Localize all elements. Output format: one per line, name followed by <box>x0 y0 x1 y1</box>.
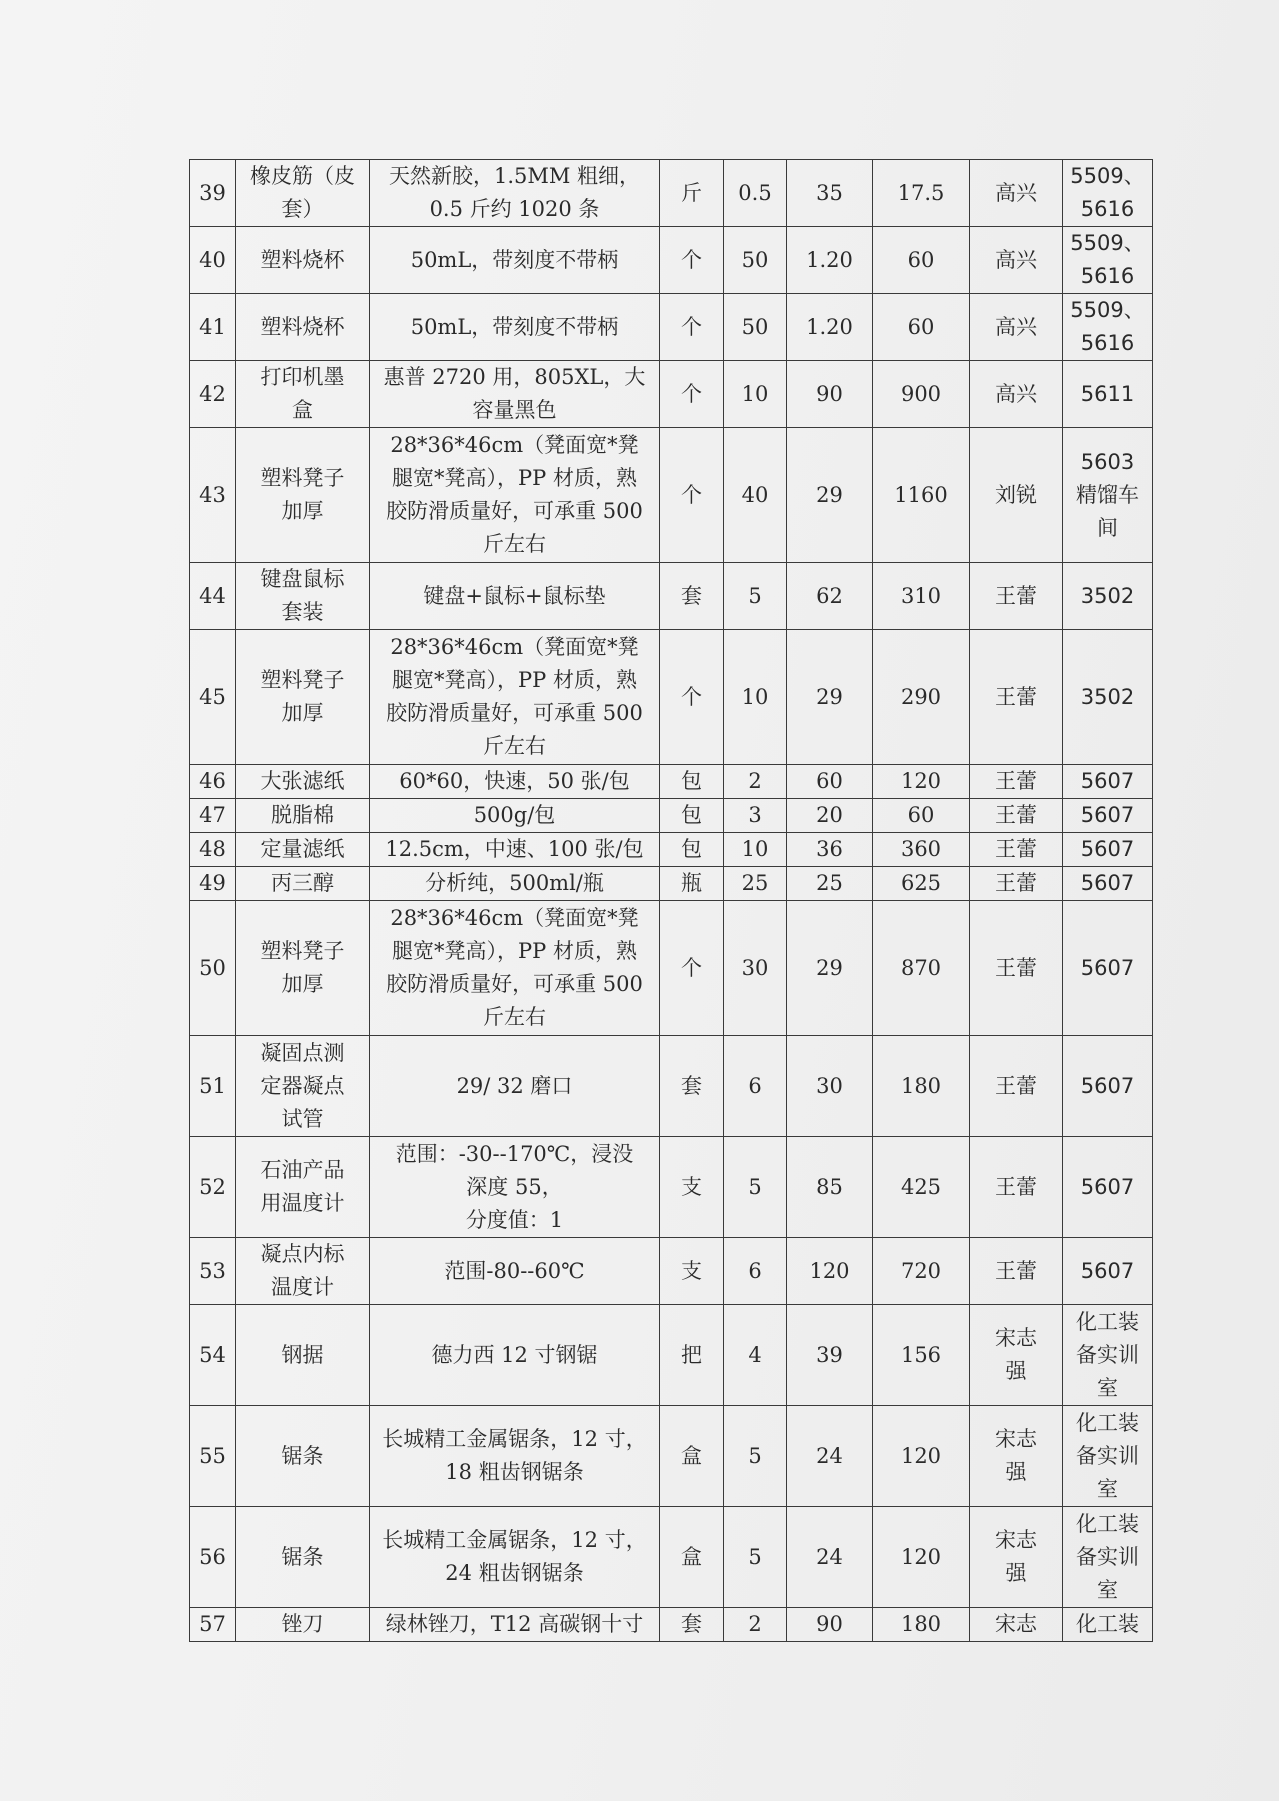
table-row <box>190 361 1153 428</box>
item-spec-cell: 范围：-30--170℃，浸没 深度 55， 分度值：1 <box>370 1137 660 1238</box>
item-requester-cell: 王蕾 <box>970 901 1063 1036</box>
item-requester-cell: 王蕾 <box>970 630 1063 765</box>
item-department-cell: 5509、 5616 <box>1063 227 1153 294</box>
item-name-cell: 凝点内标 温度计 <box>236 1238 370 1305</box>
item-number-cell: 41 <box>190 294 236 361</box>
item-name-cell: 丙三醇 <box>236 867 370 901</box>
item-unit-cell: 套 <box>660 1036 724 1137</box>
item-requester-cell: 宋志 强 <box>970 1305 1063 1406</box>
item-quantity-cell: 25 <box>724 867 787 901</box>
item-unit-price-cell: 24 <box>787 1507 873 1608</box>
item-number-cell: 48 <box>190 833 236 867</box>
item-requester-cell: 王蕾 <box>970 765 1063 799</box>
item-department-cell: 化工装 <box>1063 1608 1153 1642</box>
item-unit-price-cell: 25 <box>787 867 873 901</box>
item-name-cell: 脱脂棉 <box>236 799 370 833</box>
item-quantity-cell: 40 <box>724 428 787 563</box>
table-row <box>190 1608 1153 1642</box>
item-department-cell: 5509、 5616 <box>1063 294 1153 361</box>
item-unit-cell: 个 <box>660 901 724 1036</box>
item-total-cell: 60 <box>873 799 970 833</box>
item-unit-price-cell: 30 <box>787 1036 873 1137</box>
item-total-cell: 156 <box>873 1305 970 1406</box>
table-row <box>190 563 1153 630</box>
item-number-cell: 43 <box>190 428 236 563</box>
item-requester-cell: 王蕾 <box>970 1137 1063 1238</box>
item-requester-cell: 宋志 强 <box>970 1406 1063 1507</box>
item-spec-cell: 长城精工金属锯条，12 寸， 18 粗齿钢锯条 <box>370 1406 660 1507</box>
item-spec-cell: 键盘+鼠标+鼠标垫 <box>370 563 660 630</box>
table-row <box>190 799 1153 833</box>
item-department-cell: 5607 <box>1063 765 1153 799</box>
item-department-cell: 5607 <box>1063 1137 1153 1238</box>
item-requester-cell: 王蕾 <box>970 799 1063 833</box>
item-quantity-cell: 2 <box>724 1608 787 1642</box>
table-row <box>190 630 1153 765</box>
item-department-cell: 化工装 备实训 室 <box>1063 1507 1153 1608</box>
table-row <box>190 833 1153 867</box>
item-number-cell: 40 <box>190 227 236 294</box>
item-quantity-cell: 6 <box>724 1036 787 1137</box>
item-requester-cell: 高兴 <box>970 160 1063 227</box>
item-quantity-cell: 10 <box>724 833 787 867</box>
item-name-cell: 塑料烧杯 <box>236 294 370 361</box>
item-number-cell: 55 <box>190 1406 236 1507</box>
item-unit-cell: 个 <box>660 630 724 765</box>
table-row <box>190 160 1153 227</box>
table-row <box>190 765 1153 799</box>
item-number-cell: 46 <box>190 765 236 799</box>
item-number-cell: 51 <box>190 1036 236 1137</box>
item-number-cell: 45 <box>190 630 236 765</box>
item-name-cell: 橡皮筋（皮 套） <box>236 160 370 227</box>
item-name-cell: 钢据 <box>236 1305 370 1406</box>
item-spec-cell: 28*36*46cm（凳面宽*凳 腿宽*凳高），PP 材质，熟 胶防滑质量好，可承重 500 斤左右 <box>370 630 660 765</box>
item-name-cell: 石油产品 用温度计 <box>236 1137 370 1238</box>
item-quantity-cell: 10 <box>724 361 787 428</box>
item-unit-cell: 个 <box>660 227 724 294</box>
table-row <box>190 1305 1153 1406</box>
item-spec-cell: 范围-80--60℃ <box>370 1238 660 1305</box>
item-department-cell: 3502 <box>1063 563 1153 630</box>
item-quantity-cell: 4 <box>724 1305 787 1406</box>
item-department-cell: 5607 <box>1063 1036 1153 1137</box>
item-unit-price-cell: 35 <box>787 160 873 227</box>
item-total-cell: 625 <box>873 867 970 901</box>
item-unit-cell: 包 <box>660 765 724 799</box>
item-unit-cell: 个 <box>660 428 724 563</box>
item-quantity-cell: 50 <box>724 294 787 361</box>
item-unit-price-cell: 39 <box>787 1305 873 1406</box>
item-department-cell: 5509、 5616 <box>1063 160 1153 227</box>
item-spec-cell: 29/ 32 磨口 <box>370 1036 660 1137</box>
item-unit-price-cell: 29 <box>787 901 873 1036</box>
item-unit-cell: 套 <box>660 1608 724 1642</box>
item-name-cell: 大张滤纸 <box>236 765 370 799</box>
item-unit-cell: 个 <box>660 361 724 428</box>
item-unit-cell: 把 <box>660 1305 724 1406</box>
item-total-cell: 1160 <box>873 428 970 563</box>
item-requester-cell: 王蕾 <box>970 867 1063 901</box>
item-spec-cell: 60*60，快速，50 张/包 <box>370 765 660 799</box>
item-name-cell: 键盘鼠标 套装 <box>236 563 370 630</box>
item-quantity-cell: 0.5 <box>724 160 787 227</box>
item-spec-cell: 惠普 2720 用，805XL，大 容量黑色 <box>370 361 660 428</box>
item-requester-cell: 王蕾 <box>970 833 1063 867</box>
item-unit-cell: 瓶 <box>660 867 724 901</box>
table-row <box>190 1406 1153 1507</box>
item-number-cell: 53 <box>190 1238 236 1305</box>
item-name-cell: 塑料凳子 加厚 <box>236 630 370 765</box>
item-name-cell: 打印机墨 盒 <box>236 361 370 428</box>
item-unit-price-cell: 62 <box>787 563 873 630</box>
item-quantity-cell: 50 <box>724 227 787 294</box>
item-number-cell: 42 <box>190 361 236 428</box>
item-unit-cell: 包 <box>660 799 724 833</box>
item-unit-price-cell: 90 <box>787 361 873 428</box>
item-name-cell: 凝固点测 定器凝点 试管 <box>236 1036 370 1137</box>
item-requester-cell: 宋志 <box>970 1608 1063 1642</box>
table-row <box>190 901 1153 1036</box>
item-unit-price-cell: 90 <box>787 1608 873 1642</box>
item-total-cell: 60 <box>873 227 970 294</box>
item-department-cell: 化工装 备实训 室 <box>1063 1406 1153 1507</box>
item-name-cell: 塑料凳子 加厚 <box>236 901 370 1036</box>
item-unit-cell: 支 <box>660 1137 724 1238</box>
item-unit-price-cell: 29 <box>787 428 873 563</box>
item-spec-cell: 28*36*46cm（凳面宽*凳 腿宽*凳高），PP 材质，熟 胶防滑质量好，可承重 500 斤左右 <box>370 428 660 563</box>
item-spec-cell: 绿林锉刀，T12 高碳钢十寸 <box>370 1608 660 1642</box>
item-name-cell: 定量滤纸 <box>236 833 370 867</box>
item-department-cell: 5611 <box>1063 361 1153 428</box>
item-spec-cell: 天然新胶，1.5MM 粗细， 0.5 斤约 1020 条 <box>370 160 660 227</box>
item-department-cell: 化工装 备实训 室 <box>1063 1305 1153 1406</box>
item-unit-cell: 支 <box>660 1238 724 1305</box>
item-name-cell: 塑料凳子 加厚 <box>236 428 370 563</box>
item-unit-price-cell: 1.20 <box>787 227 873 294</box>
item-total-cell: 60 <box>873 294 970 361</box>
item-quantity-cell: 2 <box>724 765 787 799</box>
item-unit-cell: 盒 <box>660 1507 724 1608</box>
table-row <box>190 1507 1153 1608</box>
item-number-cell: 52 <box>190 1137 236 1238</box>
item-department-cell: 5607 <box>1063 1238 1153 1305</box>
item-quantity-cell: 30 <box>724 901 787 1036</box>
item-total-cell: 120 <box>873 1507 970 1608</box>
item-requester-cell: 王蕾 <box>970 1036 1063 1137</box>
item-total-cell: 720 <box>873 1238 970 1305</box>
item-total-cell: 900 <box>873 361 970 428</box>
table-row <box>190 227 1153 294</box>
table-row <box>190 1036 1153 1137</box>
item-number-cell: 56 <box>190 1507 236 1608</box>
item-requester-cell: 宋志 强 <box>970 1507 1063 1608</box>
item-requester-cell: 高兴 <box>970 294 1063 361</box>
item-total-cell: 425 <box>873 1137 970 1238</box>
item-quantity-cell: 5 <box>724 563 787 630</box>
item-requester-cell: 王蕾 <box>970 1238 1063 1305</box>
item-total-cell: 870 <box>873 901 970 1036</box>
item-total-cell: 120 <box>873 1406 970 1507</box>
item-quantity-cell: 10 <box>724 630 787 765</box>
item-department-cell: 5607 <box>1063 799 1153 833</box>
item-number-cell: 47 <box>190 799 236 833</box>
item-total-cell: 310 <box>873 563 970 630</box>
table-row <box>190 867 1153 901</box>
item-unit-cell: 个 <box>660 294 724 361</box>
item-requester-cell: 高兴 <box>970 361 1063 428</box>
item-unit-price-cell: 29 <box>787 630 873 765</box>
item-unit-cell: 斤 <box>660 160 724 227</box>
item-unit-cell: 盒 <box>660 1406 724 1507</box>
item-spec-cell: 28*36*46cm（凳面宽*凳 腿宽*凳高），PP 材质，熟 胶防滑质量好，可承重 500 斤左右 <box>370 901 660 1036</box>
item-number-cell: 49 <box>190 867 236 901</box>
item-number-cell: 50 <box>190 901 236 1036</box>
table-row <box>190 428 1153 563</box>
purchase-items-table <box>189 159 1153 1642</box>
table-row <box>190 1137 1153 1238</box>
item-requester-cell: 高兴 <box>970 227 1063 294</box>
item-spec-cell: 德力西 12 寸钢锯 <box>370 1305 660 1406</box>
item-quantity-cell: 5 <box>724 1406 787 1507</box>
item-number-cell: 39 <box>190 160 236 227</box>
item-department-cell: 5607 <box>1063 901 1153 1036</box>
item-total-cell: 360 <box>873 833 970 867</box>
item-unit-price-cell: 120 <box>787 1238 873 1305</box>
item-spec-cell: 500g/包 <box>370 799 660 833</box>
item-name-cell: 锯条 <box>236 1406 370 1507</box>
item-total-cell: 180 <box>873 1036 970 1137</box>
item-unit-price-cell: 20 <box>787 799 873 833</box>
item-total-cell: 17.5 <box>873 160 970 227</box>
table-row <box>190 1238 1153 1305</box>
item-department-cell: 5607 <box>1063 833 1153 867</box>
item-spec-cell: 50mL，带刻度不带柄 <box>370 227 660 294</box>
item-spec-cell: 50mL，带刻度不带柄 <box>370 294 660 361</box>
item-total-cell: 120 <box>873 765 970 799</box>
item-spec-cell: 长城精工金属锯条，12 寸， 24 粗齿钢锯条 <box>370 1507 660 1608</box>
item-number-cell: 44 <box>190 563 236 630</box>
item-unit-cell: 套 <box>660 563 724 630</box>
item-unit-price-cell: 36 <box>787 833 873 867</box>
item-quantity-cell: 6 <box>724 1238 787 1305</box>
item-spec-cell: 分析纯，500ml/瓶 <box>370 867 660 901</box>
item-department-cell: 3502 <box>1063 630 1153 765</box>
item-name-cell: 锉刀 <box>236 1608 370 1642</box>
item-requester-cell: 王蕾 <box>970 563 1063 630</box>
item-name-cell: 锯条 <box>236 1507 370 1608</box>
item-department-cell: 5603 精馏车 间 <box>1063 428 1153 563</box>
item-quantity-cell: 3 <box>724 799 787 833</box>
item-spec-cell: 12.5cm，中速、100 张/包 <box>370 833 660 867</box>
item-name-cell: 塑料烧杯 <box>236 227 370 294</box>
item-number-cell: 57 <box>190 1608 236 1642</box>
table-row <box>190 294 1153 361</box>
item-unit-cell: 包 <box>660 833 724 867</box>
item-quantity-cell: 5 <box>724 1137 787 1238</box>
item-department-cell: 5607 <box>1063 867 1153 901</box>
item-unit-price-cell: 24 <box>787 1406 873 1507</box>
item-unit-price-cell: 60 <box>787 765 873 799</box>
item-unit-price-cell: 85 <box>787 1137 873 1238</box>
item-unit-price-cell: 1.20 <box>787 294 873 361</box>
item-total-cell: 290 <box>873 630 970 765</box>
item-total-cell: 180 <box>873 1608 970 1642</box>
item-number-cell: 54 <box>190 1305 236 1406</box>
item-requester-cell: 刘锐 <box>970 428 1063 563</box>
item-quantity-cell: 5 <box>724 1507 787 1608</box>
